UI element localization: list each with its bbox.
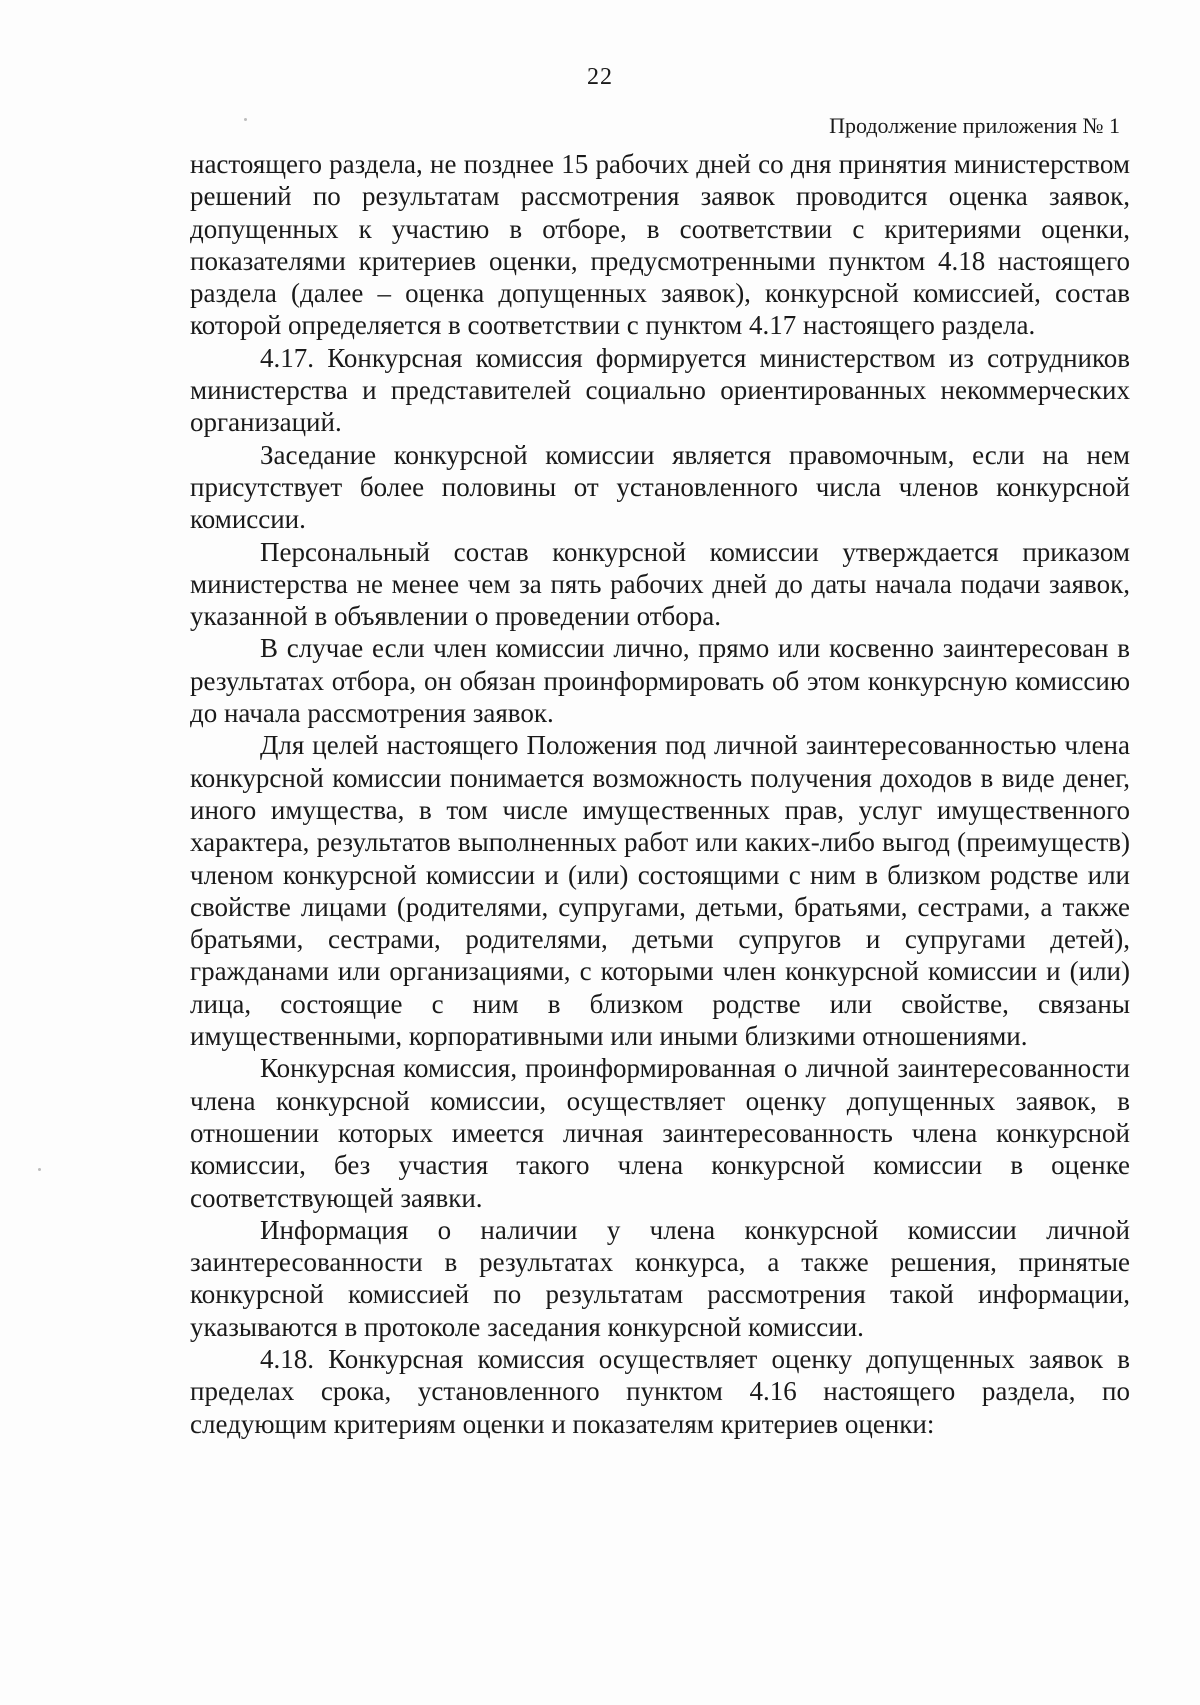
paragraph-4-17: 4.17. Конкурсная комиссия формируется министерством из сотрудников министерства и представителей социально ориентированных некоммерческих организаций.	[190, 342, 1130, 438]
document-body	[190, 148, 1130, 1440]
paragraph: Персональный состав конкурсной комиссии утверждается приказом министерства не менее чем за пять рабочих дней до даты начала подачи заявок, указанной в объявлении о проведении отбора.	[190, 536, 1130, 632]
appendix-continuation-note: Продолжение приложения № 1	[829, 113, 1120, 138]
page-number: 22	[587, 64, 613, 90]
paragraph: Заседание конкурсной комиссии является правомочным, если на нем присутствует более половины от установленного числа членов конкурсной комиссии.	[190, 439, 1130, 535]
paragraph: Информация о наличии у члена конкурсной комиссии личной заинтересованности в результатах конкурса, а также решения, принятые конкурсной комиссией по результатам рассмотрения такой информации, указываются в протоколе заседания конкурсной комиссии.	[190, 1214, 1130, 1342]
scan-artifact	[244, 118, 247, 121]
paragraph: В случае если член комиссии лично, прямо или косвенно заинтересован в результатах отбора, он обязан проинформировать об этом конкурсную комиссию до начала рассмотрения заявок.	[190, 633, 1130, 729]
paragraph: Конкурсная комиссия, проинформированная о личной заинтересованности члена конкурсной комиссии, осуществляет оценку допущенных заявок, в отношении которых имеется личная заинтересованность члена конкурсной комиссии, без участия такого члена конкурсной комиссии в оценке соответствующей заявки.	[190, 1053, 1130, 1213]
paragraph: настоящего раздела, не позднее 15 рабочих дней со дня принятия министерством решений по результатам рассмотрения заявок проводится оценка заявок, допущенных к участию в отборе, в соответствии с критериями оценки, показателями критериев оценки, предусмотренными пунктом 4.18 настоящего раздела (далее – оценка допущенных заявок), конкурсной комиссией, состав которой определяется в соответствии с пунктом 4.17 настоящего раздела.	[190, 149, 1130, 341]
paragraph: Для целей настоящего Положения под личной заинтересованностью члена конкурсной комиссии понимается возможность получения доходов в виде денег, иного имущества, в том числе имущественных прав, услуг имущественного характера, результатов выполненных работ или каких-либо выгод (преимуществ) членом конкурсной комиссии и (или) состоящими с ним в близком родстве или свойстве лицами (родителями, супругами, детьми, братьями, сестрами, а также братьями, сестрами, родителями, детьми супругов и супругами детей), гражданами или организациями, с которыми член конкурсной комиссии и (или) лица, состоящие с ним в близком родстве или свойстве, связаны имущественными, корпоративными или иными близкими отношениями.	[190, 730, 1130, 1052]
paragraph-4-18: 4.18. Конкурсная комиссия осуществляет оценку допущенных заявок в пределах срока, установленного пунктом 4.16 настоящего раздела, по следующим критериям оценки и показателям критериев оценки:	[190, 1343, 1130, 1439]
scan-artifact	[38, 1168, 41, 1171]
